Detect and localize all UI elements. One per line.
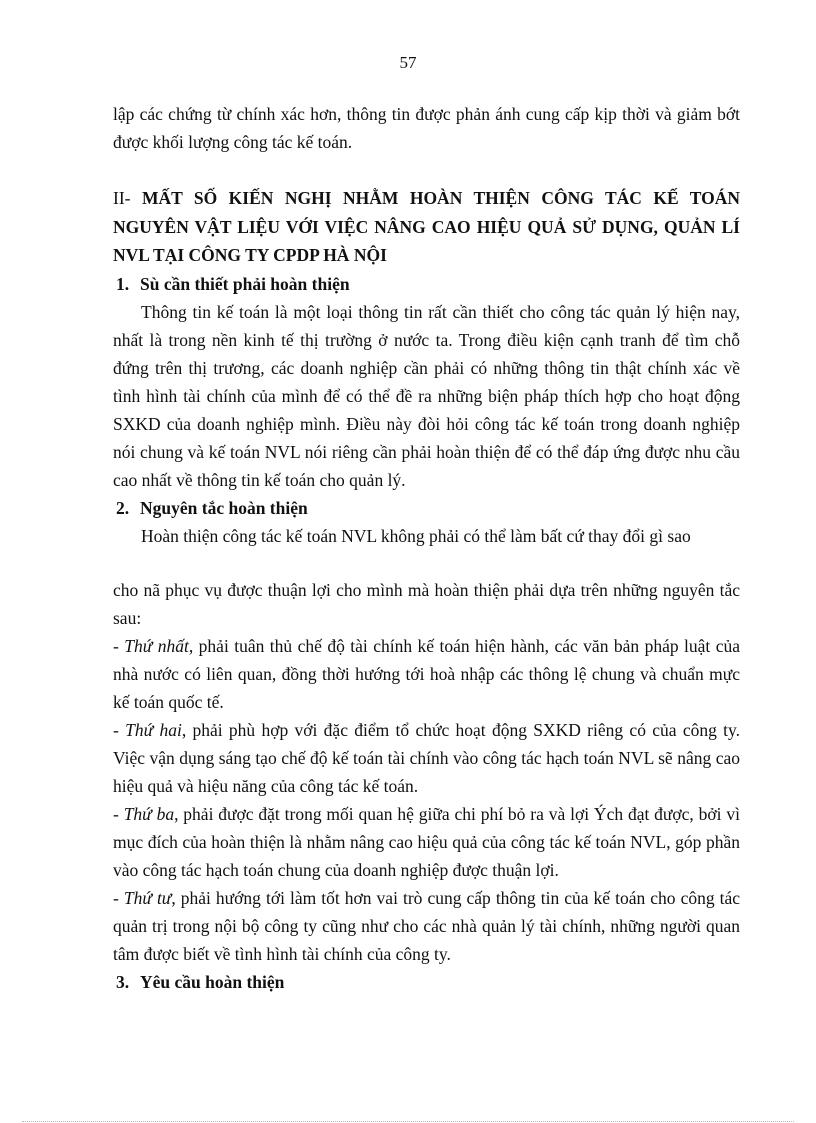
section-roman-numeral: II- [113, 188, 131, 208]
principle-label: Thứ hai [125, 719, 182, 740]
subsection-2-paragraph-cont: cho nã phục vụ được thuận lợi cho mình mà hoàn thiện phải dựa trên những nguyên tắc sau: [113, 579, 740, 628]
section-heading-text: MẤT SỐ KIẾN NGHỊ NHẰM HOÀN THIỆN CÔNG TÁC KẾ TOÁN NGUYÊN VẬT LIỆU VỚI VIỆC NÂNG CAO HIỆU QUẢ SỬ DỤNG, QUẢN LÍ NVL TẠI CÔNG TY CPDP HÀ NỘI [113, 188, 740, 265]
subsection-2-paragraph-start: Hoàn thiện công tác kế toán NVL không phải có thể làm bất cứ thay đổi gì sao [141, 525, 691, 546]
principle-label: Thứ ba [123, 803, 175, 824]
principle-item [113, 632, 740, 716]
bullet-dash: - [113, 887, 119, 908]
principle-item [113, 800, 740, 884]
subsection-number: 2. [116, 497, 130, 518]
document-body [113, 100, 740, 996]
page-break-gap [113, 550, 740, 576]
section-heading [113, 184, 740, 270]
bullet-dash: - [113, 719, 119, 740]
subsection-heading-2 [116, 494, 740, 522]
principle-label: Thứ tư [123, 887, 172, 908]
bullet-dash: - [113, 635, 119, 656]
bullet-dash: - [113, 803, 119, 824]
subsection-1-paragraph: Thông tin kế toán là một loại thông tin rất cần thiết cho công tác quản lý hiện nay, nhất là trong nền kinh tế thị trường ở nước ta. Trong điều kiện cạnh tranh để tìm chỗ đứng trên thị trương, các doanh nghiệp cần phải có những thông tin thật chính xác về tình hình tài chính của mình để có thể đề ra những biện pháp thích hợp cho hoạt động SXKD của doanh nghiệp mình. Điều này đòi hỏi công tác kế toán trong doanh nghiệp nói chung và kế toán NVL nói riêng cần phải hoàn thiện để có thể đáp ứng được nhu cầu cao nhất về thông tin kế toán cho quản lý. [113, 301, 740, 490]
principle-item [113, 716, 740, 800]
subsection-title: Nguyên tắc hoàn thiện [140, 497, 308, 518]
principle-text: , phải phù hợp với đặc điểm tổ chức hoạt động SXKD riêng có của công ty. Việc vận dụng sáng tạo chế độ kế toán tài chính vào công tác hạch toán NVL sẽ nâng cao hiệu quả và hiệu năng của công tác kế toán. [113, 719, 740, 796]
principle-label: Thứ nhất [124, 635, 189, 656]
footer-divider [22, 1121, 794, 1122]
principle-item [113, 884, 740, 968]
subsection-title: Yêu cầu hoàn thiện [140, 971, 285, 992]
subsection-number: 3. [116, 971, 130, 992]
principle-text: , phải được đặt trong mối quan hệ giữa chi phí bỏ ra và lợi Ých đạt được, bởi vì mục đích của hoàn thiện là nhằm nâng cao hiệu quả của công tác kế toán NVL, góp phần vào công tác hạch toán chung của doanh nghiệp được thuận lợi. [113, 803, 741, 880]
subsection-number: 1. [116, 273, 130, 294]
continuation-paragraph: lập các chứng từ chính xác hơn, thông tin được phản ánh cung cấp kịp thời và giảm bớt được khối lượng công tác kế toán. [113, 104, 740, 152]
subsection-title: Sù cần thiết phải hoàn thiện [140, 273, 350, 294]
subsection-heading-1 [116, 270, 740, 298]
principle-text: , phải tuân thủ chế độ tài chính kế toán hiện hành, các văn bản pháp luật của nhà nước có liên quan, đồng thời hướng tới hoà nhập các thông lệ chung và chuẩn mực kế toán quốc tế. [113, 635, 741, 712]
page-number: 57 [399, 53, 417, 72]
principle-text: , phải hướng tới làm tốt hơn vai trò cung cấp thông tin của kế toán cho công tác quản trị trong nội bộ công ty cũng như cho các nhà quản lý tài chính, những người quan tâm được biết về tình hình tài chính của công ty. [113, 887, 741, 964]
subsection-heading-3 [116, 968, 740, 996]
